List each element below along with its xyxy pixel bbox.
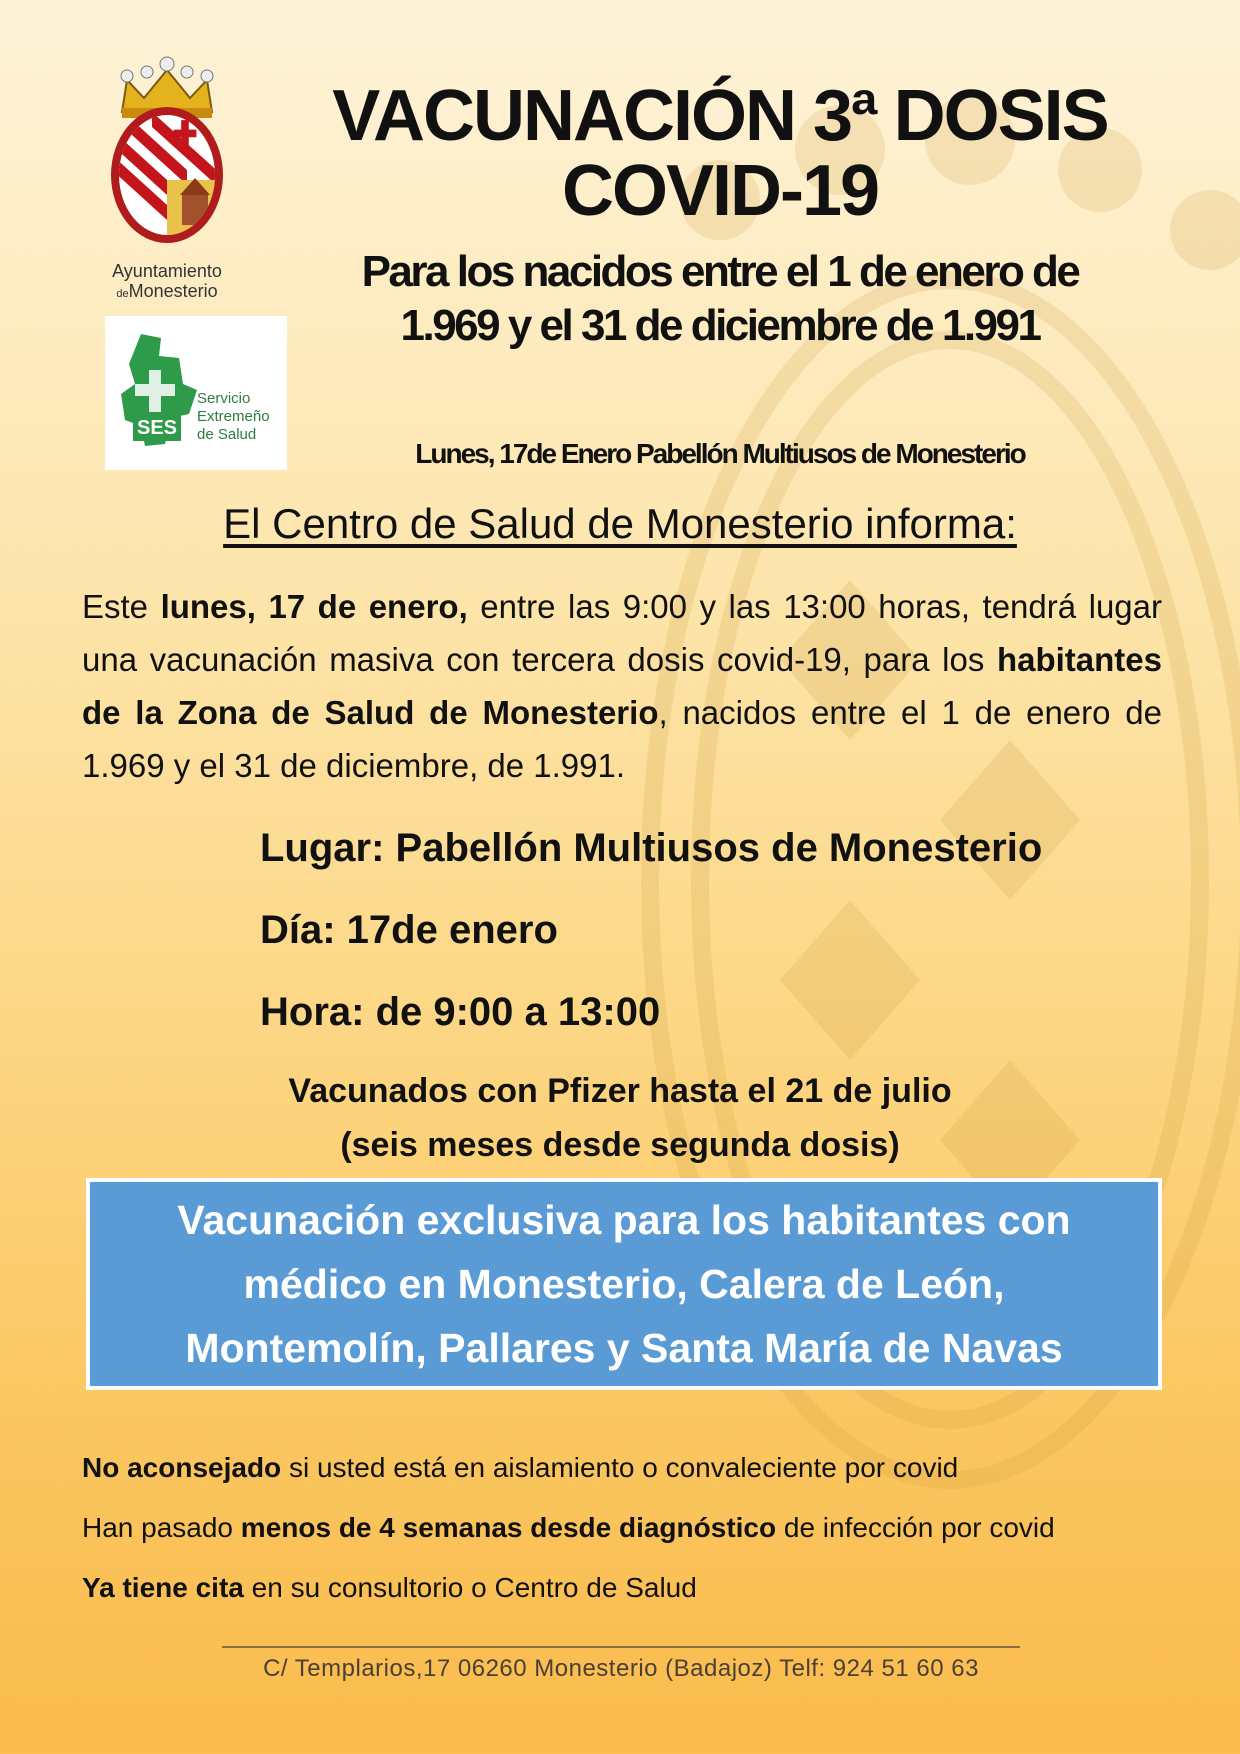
exclusive-line-1: Vacunación exclusiva para los habitantes con <box>177 1197 1071 1243</box>
note-3-rest: en su consultorio o Centro de Salud <box>243 1572 697 1603</box>
body-part-3: , nacidos entre el 1 de enero de 1.969 y el 31 de diciembre, de 1.991. <box>82 694 1162 784</box>
note-not-advised <box>82 1452 958 1484</box>
exclusive-line-2: médico en Monesterio, Calera de León, <box>243 1261 1005 1307</box>
detail-hora: Hora: de 9:00 a 13:00 <box>260 990 661 1034</box>
title-line-2: COVID-19 <box>561 151 879 231</box>
body-paragraph <box>82 580 1162 792</box>
subtitle-line-1: Para los nacidos entre el 1 de enero de <box>361 247 1079 296</box>
coat-of-arms-icon <box>92 50 242 250</box>
ses-line-2: Extremeño <box>197 408 270 425</box>
exclusive-notice-box <box>86 1178 1162 1390</box>
exclusive-line-3: Montemolín, Pallares y Santa María de Navas <box>185 1325 1063 1371</box>
ses-line-3: de Salud <box>197 426 257 443</box>
body-part-1: Este <box>82 588 161 625</box>
body-part-2: entre las 9:00 y las 13:00 horas, tendrá lugar una vacunación masiva con tercera dosis covid-19, para los <box>82 588 1163 678</box>
monesterio-label: Monesterio <box>128 281 218 301</box>
centro-heading: El Centro de Salud de Monesterio informa: <box>223 500 1017 547</box>
ayuntamiento-logo <box>92 50 242 301</box>
footer-address: C/ Templarios,17 06260 Monesterio (Badajoz) Telf: 924 51 60 63 <box>263 1655 979 1682</box>
pfizer-line-1: Vacunados con Pfizer hasta el 21 de julio <box>288 1072 952 1110</box>
ses-badge: SES <box>133 416 181 441</box>
note-3-bold: Ya tiene cita <box>82 1572 244 1603</box>
body-bold-zone: habitantes de la Zona de Salud de Monesterio <box>82 641 1162 731</box>
detail-dia: Día: 17de enero <box>260 908 558 952</box>
detail-lugar: Lugar: Pabellón Multiusos de Monesterio <box>260 826 1043 870</box>
pfizer-line-2: (seis meses desde segunda dosis) <box>340 1126 900 1164</box>
note-2-pre: Han pasado <box>82 1512 241 1543</box>
note-less-than-4-weeks <box>82 1512 1055 1544</box>
note-2-rest: de infección por covid <box>776 1512 1055 1543</box>
ayuntamiento-prefix: de <box>116 288 129 300</box>
title-line-1: VACUNACIÓN 3ª DOSIS <box>332 76 1108 156</box>
date-place-line: Lunes, 17de Enero Pabellón Multiusos de Monesterio <box>415 438 1025 469</box>
footer-divider <box>222 1646 1020 1648</box>
subtitle-line-2: 1.969 y el 31 de diciembre de 1.991 <box>400 301 1040 350</box>
note-1-rest: si usted está en aislamiento o convaleciente por covid <box>281 1452 959 1483</box>
note-1-bold: No aconsejado <box>82 1452 282 1483</box>
note-2-bold: menos de 4 semanas desde diagnóstico <box>240 1512 777 1543</box>
body-bold-date: lunes, 17 de enero, <box>160 588 468 625</box>
note-has-appointment <box>82 1572 697 1604</box>
ses-line-1: Servicio <box>197 390 251 407</box>
ayuntamiento-label: Ayuntamiento <box>112 261 222 281</box>
ses-logo <box>105 316 287 470</box>
